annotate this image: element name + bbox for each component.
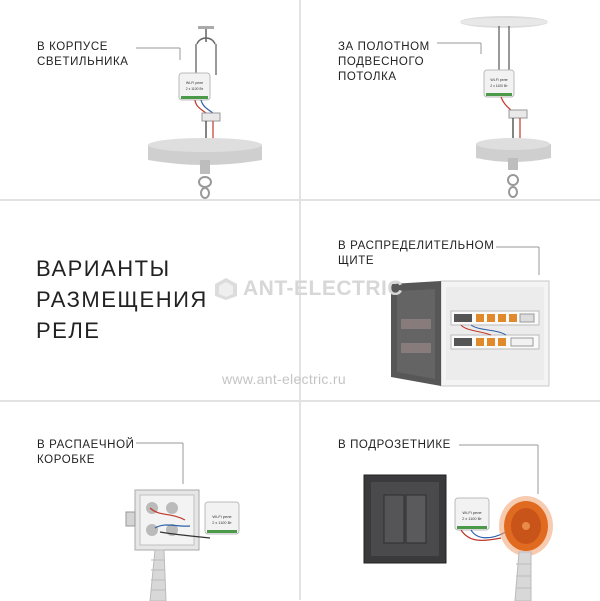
relay-module <box>179 73 210 100</box>
option-suspended-ceiling <box>301 0 600 199</box>
light-switch <box>364 475 446 563</box>
ceiling-hook <box>198 26 214 29</box>
ceiling-illustration <box>301 0 600 199</box>
relay-module <box>511 338 533 346</box>
svg-text:Wi-Fi реле: Wi-Fi реле <box>212 514 232 519</box>
option-luminaire-housing <box>0 0 299 199</box>
chain <box>508 175 518 185</box>
option-label: В КОРПУСЕ СВЕТИЛЬНИКА <box>37 41 129 68</box>
terminal-block <box>202 113 220 121</box>
option-junction-box <box>0 402 299 601</box>
luminaire-illustration <box>0 0 299 199</box>
option-label: В РАСПАЕЧНОЙ КОРОБКЕ <box>37 439 135 466</box>
wall-box-orange <box>499 496 553 556</box>
page-title: ВАРИАНТЫ РАЗМЕЩЕНИЯ РЕЛЕ <box>36 256 208 343</box>
svg-text:Wi-Fi реле: Wi-Fi реле <box>462 510 482 515</box>
cable-conduit <box>150 550 166 601</box>
wall-box-illustration <box>301 402 600 601</box>
chain <box>199 177 211 187</box>
relay-module <box>455 498 489 530</box>
relay-module <box>205 502 239 534</box>
option-label: В ПОДРОЗЕТНИКЕ <box>338 439 451 451</box>
junction-box <box>126 490 199 550</box>
option-label: ЗА ПОЛОТНОМ ПОДВЕСНОГО ПОТОЛКА <box>338 41 430 83</box>
brand-logo-icon <box>213 277 239 301</box>
brand-logo <box>213 277 403 301</box>
svg-text:Wi-Fi реле: Wi-Fi реле <box>490 78 508 82</box>
relay-module <box>484 70 514 97</box>
brand-url: www.ant-electric.ru <box>222 371 346 387</box>
junction-box-illustration <box>0 402 299 601</box>
brand-name: ANT-ELECTRIC <box>243 277 403 300</box>
option-wall-box <box>301 402 600 601</box>
svg-text:2 x 1100 Вт: 2 x 1100 Вт <box>212 521 232 525</box>
svg-text:2 x 1100 Вт: 2 x 1100 Вт <box>185 87 204 91</box>
svg-text:2 x 1100 Вт: 2 x 1100 Вт <box>490 84 508 88</box>
terminal-block <box>509 110 527 118</box>
svg-text:Wi-Fi реле: Wi-Fi реле <box>185 81 204 85</box>
svg-text:2 x 1100 Вт: 2 x 1100 Вт <box>462 517 482 521</box>
option-label: В РАСПРЕДЕЛИТЕЛЬНОМ ЩИТЕ <box>338 240 495 267</box>
